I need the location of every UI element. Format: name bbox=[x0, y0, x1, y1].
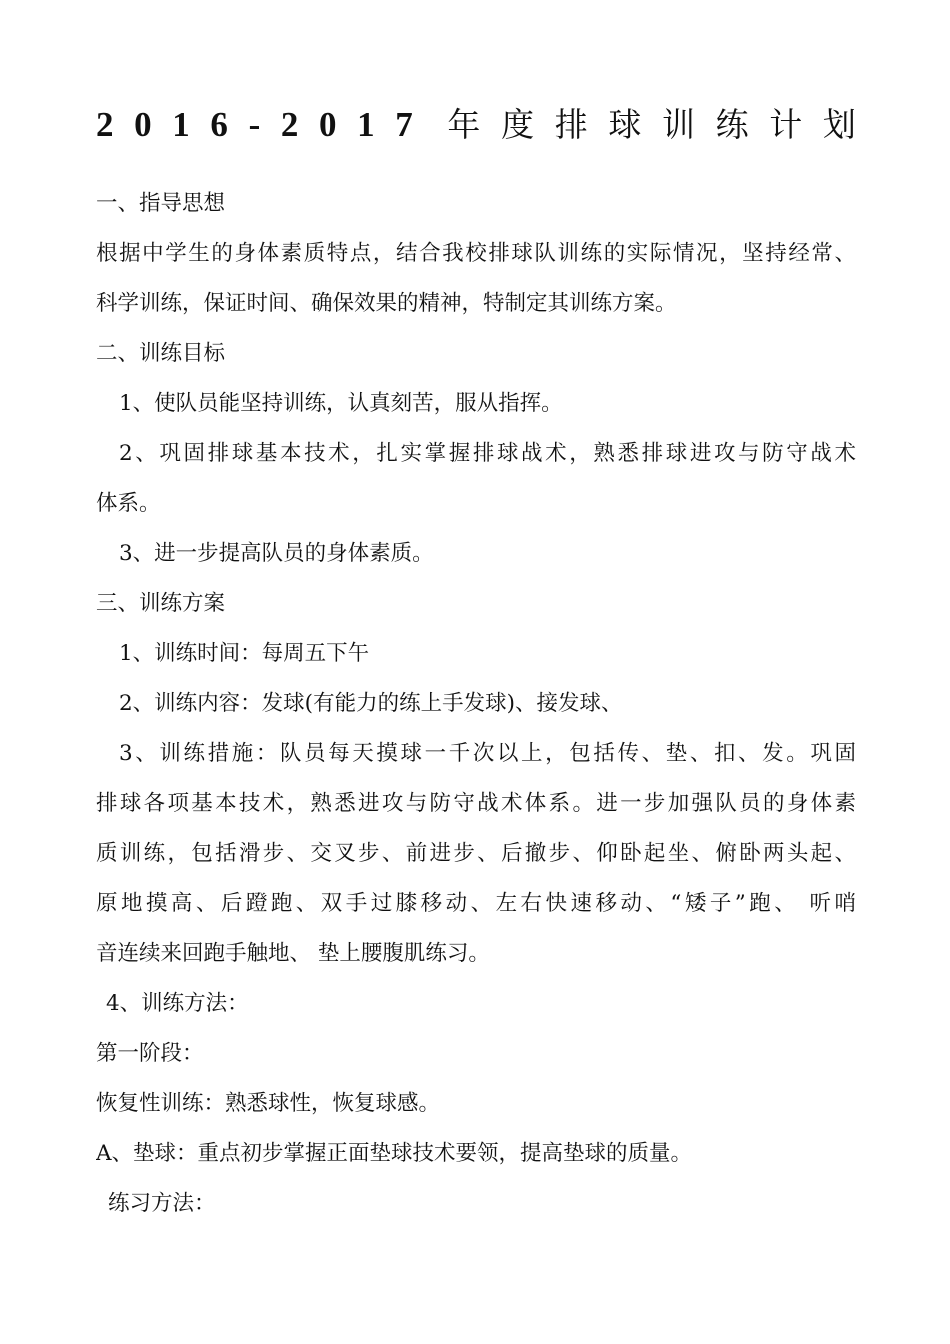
title-char: 0 bbox=[319, 105, 337, 144]
title-char: 0 bbox=[134, 105, 152, 144]
body-text-line: 根据中学生的身体素质特点，结合我校排球队训练的实际情况，坚持经常、 bbox=[96, 241, 856, 266]
body-text-line: 音连续来回跑手触地、 垫上腰腹肌练习。 bbox=[96, 941, 490, 966]
list-item: 3、进一步提高队员的身体素质。 bbox=[119, 541, 434, 566]
title-char: 1 bbox=[172, 105, 190, 144]
body-text-line: 练习方法： bbox=[108, 1191, 216, 1216]
section-heading: 二、训练目标 bbox=[96, 341, 226, 366]
title-char: 2 bbox=[280, 105, 299, 144]
title-char: 年 bbox=[447, 105, 481, 144]
list-item: 1、使队员能坚持训练，认真刻苦，服从指挥。 bbox=[119, 391, 563, 416]
section-heading: 一、指导思想 bbox=[96, 191, 226, 216]
body-text-line: 质训练，包括滑步、交叉步、前进步、后撤步、仰卧起坐、俯卧两头起、 bbox=[96, 841, 856, 866]
body-text-line: 科学训练，保证时间、确保效果的精神，特制定其训练方案。 bbox=[96, 291, 677, 316]
title-char: 练 bbox=[715, 105, 749, 144]
title-char: 1 bbox=[357, 105, 375, 144]
section-heading: 三、训练方案 bbox=[96, 591, 226, 616]
title-char: 度 bbox=[501, 105, 535, 144]
title-char: 7 bbox=[395, 105, 413, 144]
title-char: 划 bbox=[822, 105, 856, 144]
list-item: 2、训练内容：发球(有能力的练上手发球)、接发球、 bbox=[119, 691, 623, 716]
title-char: 2 bbox=[96, 105, 114, 144]
title-char: - bbox=[248, 105, 261, 144]
title-char: 训 bbox=[661, 105, 695, 144]
list-item: 2、巩固排球基本技术，扎实掌握排球战术，熟悉排球进攻与防守战术 bbox=[119, 441, 856, 466]
document-title bbox=[96, 100, 856, 150]
title-char: 排 bbox=[554, 105, 588, 144]
list-item: 1、训练时间：每周五下午 bbox=[119, 641, 370, 666]
body-text-line: 原地摸高、后蹬跑、双手过膝移动、左右快速移动、“矮子”跑、 听哨 bbox=[96, 891, 856, 916]
body-text-line: 排球各项基本技术，熟悉进攻与防守战术体系。进一步加强队员的身体素 bbox=[96, 791, 856, 816]
title-char: 球 bbox=[608, 105, 642, 144]
body-text-line: 恢复性训练：熟悉球性，恢复球感。 bbox=[96, 1091, 441, 1116]
body-text-line: A、垫球：重点初步掌握正面垫球技术要领，提高垫球的质量。 bbox=[96, 1141, 693, 1166]
list-item: 3、训练措施：队员每天摸球一千次以上，包括传、垫、扣、发。巩固 bbox=[119, 741, 856, 766]
title-char: 计 bbox=[769, 105, 803, 144]
title-char: 6 bbox=[210, 105, 228, 144]
body-text-line: 体系。 bbox=[96, 491, 161, 516]
list-item: 4、训练方法： bbox=[106, 991, 249, 1016]
body-text-line: 第一阶段： bbox=[96, 1041, 204, 1066]
